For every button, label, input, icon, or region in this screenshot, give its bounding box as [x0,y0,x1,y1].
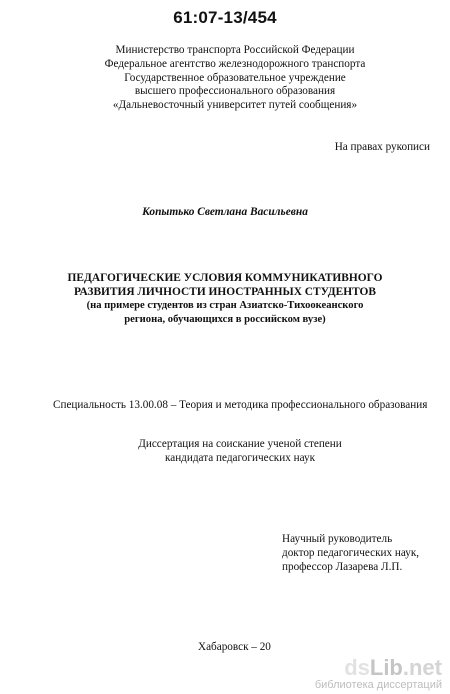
subtitle-line: (на примере студентов из стран Азиатско-Тихоокеанского [86,300,364,311]
supervisor-line: доктор педагогических наук, [282,547,420,559]
dslib-tagline: библиотека диссертаций [314,679,442,691]
city-year: Хабаровск – 20 [198,641,271,653]
organization-block [40,44,430,113]
organization-line: Федеральное агентство железнодорожного транспорта [104,57,366,70]
dslib-watermark [315,657,442,691]
dslib-logo: dsLib.net [344,655,442,680]
specialty: Специальность 13.00.08 – Теория и методика профессионального образования [53,399,428,411]
title-line: ПЕДАГОГИЧЕСКИЕ УСЛОВИЯ КОММУНИКАТИВНОГО [67,272,383,284]
organization-line: Государственное образовательное учреждение [124,71,346,84]
catalog-code: 61:07-13/454 [173,8,277,27]
title-line: РАЗВИТИЯ ЛИЧНОСТИ ИНОСТРАННЫХ СТУДЕНТОВ [73,286,376,298]
organization-line: Министерство транспорта Российской Федерации [115,44,355,56]
subtitle-line: региона, обучающихся в российском вузе) [124,314,326,325]
degree-line: кандидата педагогических наук [164,451,316,464]
degree-line: Диссертация на соискание ученой степени [138,438,342,450]
organization-line: «Дальневосточный университет путей сообщения» [112,99,358,112]
dissertation-title [20,271,430,327]
degree-block [100,438,380,466]
supervisor-line: Научный руководитель [282,533,393,545]
supervisor-line: профессор Лазарева Л.П. [282,561,403,573]
manuscript-rights: На правах рукописи [334,141,430,153]
organization-line: высшего профессионального образования [134,85,336,98]
author-name: Копытько Светлана Васильевна [142,206,308,218]
supervisor-block [282,532,419,574]
